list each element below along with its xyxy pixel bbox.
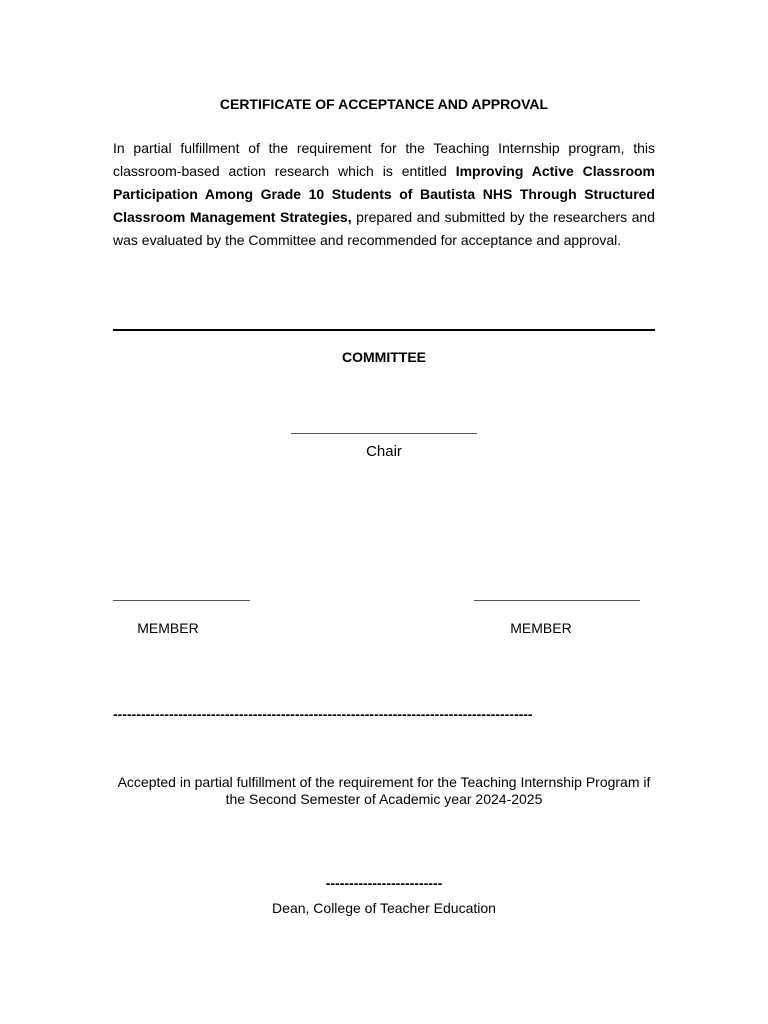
section-divider — [113, 329, 655, 331]
chair-label: Chair — [366, 443, 402, 460]
certificate-title: CERTIFICATE OF ACCEPTANCE AND APPROVAL — [219, 96, 549, 112]
dashed-separator: ------------------------------------------------------------------------------------------ — [113, 706, 533, 722]
member-left-signature-line — [113, 600, 250, 601]
member-right-signature-line — [474, 600, 640, 601]
chair-signature-line — [291, 433, 477, 434]
member-right-label: MEMBER — [510, 620, 572, 636]
intro-text-before: In partial fulfillment of the requirement for the Teaching Internship program, this classroom-based action research which is entitled — [113, 140, 655, 179]
intro-paragraph — [113, 137, 655, 252]
intro-text-after: prepared and submitted by the researchers and was evaluated by the Committee and recommended for acceptance and approval. — [113, 209, 656, 248]
member-left-label: MEMBER — [137, 620, 199, 636]
dean-label: Dean, College of Teacher Education — [272, 900, 496, 916]
dean-signature-line: ------------------------- — [325, 875, 443, 891]
acceptance-statement: Accepted in partial fulfillment of the requirement for the Teaching Internship Program if the Second Semester of Academic year 2024-2025 — [117, 774, 651, 807]
committee-heading: COMMITTEE — [342, 349, 426, 365]
research-title: Improving Active Classroom Participation Among Grade 10 Students of Bautista NHS Through Structured Classroom Management Strategies, — [113, 163, 655, 225]
